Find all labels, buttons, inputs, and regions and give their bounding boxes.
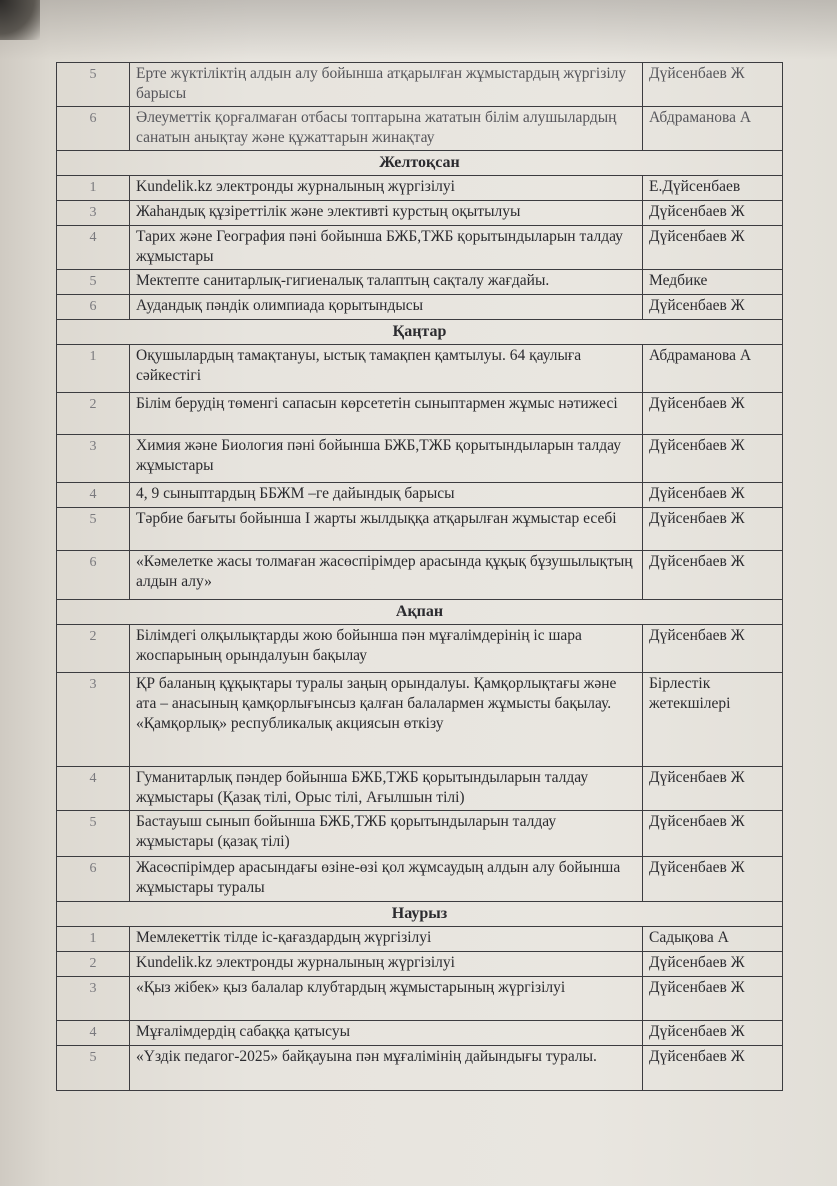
row-responsible: Абдраманова А <box>643 107 783 151</box>
row-responsible: Дүйсенбаев Ж <box>643 811 783 857</box>
table-row <box>57 508 783 551</box>
row-responsible: Дүйсенбаев Ж <box>643 857 783 902</box>
row-number: 3 <box>57 673 130 767</box>
month-title: Қаңтар <box>57 320 783 345</box>
row-responsible: Бірлестік жетекшілері <box>643 673 783 767</box>
page-shadow <box>0 0 837 60</box>
row-description: 4, 9 сыныптардың ББЖМ –ге дайындық барысы <box>130 483 643 508</box>
table-row <box>57 435 783 483</box>
table-row <box>57 295 783 320</box>
table-row <box>57 226 783 270</box>
row-description: Мұғалімдердің сабаққа қатысуы <box>130 1021 643 1046</box>
row-description: Аудандық пәндік олимпиада қорытындысы <box>130 295 643 320</box>
table-row <box>57 1046 783 1091</box>
month-title: Наурыз <box>57 902 783 927</box>
row-responsible: Медбике <box>643 270 783 295</box>
row-description: Тәрбие бағыты бойынша І жарты жылдыққа атқарылған жұмыстар есебі <box>130 508 643 551</box>
row-number: 1 <box>57 176 130 201</box>
table-row <box>57 952 783 977</box>
row-number: 3 <box>57 977 130 1021</box>
table-row <box>57 857 783 902</box>
month-header-row <box>57 902 783 927</box>
month-header-row <box>57 151 783 176</box>
row-description: Жасөспірімдер арасындағы өзіне-өзі қол жұмсаудың алдын алу бойынша жұмыстары туралы <box>130 857 643 902</box>
row-responsible: Дүйсенбаев Ж <box>643 551 783 600</box>
row-number: 5 <box>57 63 130 107</box>
document-page <box>56 62 782 1091</box>
row-description: Білім берудің төменгі сапасын көрсететін сыныптармен жұмыс нәтижесі <box>130 393 643 435</box>
month-title: Ақпан <box>57 600 783 625</box>
row-description: Жаһандық құзіреттілік және элективті курстың оқытылуы <box>130 201 643 226</box>
table-row <box>57 625 783 673</box>
table-row <box>57 551 783 600</box>
row-description: Оқушылардың тамақтануы, ыстық тамақпен қамтылуы. 64 қаулыға сәйкестігі <box>130 345 643 393</box>
row-number: 2 <box>57 625 130 673</box>
row-number: 4 <box>57 767 130 811</box>
row-description: Әлеуметтік қорғалмаған отбасы топтарына жататын білім алушылардың санатын анықтау және құжаттарын жинақтау <box>130 107 643 151</box>
row-responsible: Дүйсенбаев Ж <box>643 977 783 1021</box>
table-row <box>57 270 783 295</box>
row-number: 2 <box>57 952 130 977</box>
row-responsible: Дүйсенбаев Ж <box>643 226 783 270</box>
table-row <box>57 176 783 201</box>
row-responsible: Дүйсенбаев Ж <box>643 1021 783 1046</box>
row-number: 4 <box>57 483 130 508</box>
row-responsible: Дүйсенбаев Ж <box>643 1046 783 1091</box>
table-row <box>57 107 783 151</box>
row-number: 6 <box>57 295 130 320</box>
row-description: Гуманитарлық пәндер бойынша БЖБ,ТЖБ қорытындыларын талдау жұмыстары (Қазақ тілі, Орыс тілі, Ағылшын тілі) <box>130 767 643 811</box>
row-number: 6 <box>57 107 130 151</box>
row-description: «Үздік педагог-2025» байқауына пән мұғалімінің дайындығы туралы. <box>130 1046 643 1091</box>
table-row <box>57 767 783 811</box>
row-number: 5 <box>57 508 130 551</box>
table-row <box>57 201 783 226</box>
table-row <box>57 673 783 767</box>
table-row <box>57 483 783 508</box>
row-description: Химия және Биология пәні бойынша БЖБ,ТЖБ қорытындыларын талдау жұмыстары <box>130 435 643 483</box>
table-row <box>57 811 783 857</box>
row-number: 2 <box>57 393 130 435</box>
row-description: «Қыз жібек» қыз балалар клубтардың жұмыстарының жүргізілуі <box>130 977 643 1021</box>
month-header-row <box>57 320 783 345</box>
plan-table-body <box>57 63 783 1091</box>
row-description: Kundelik.kz электронды журналының жүргізілуі <box>130 176 643 201</box>
row-description: Бастауыш сынып бойынша БЖБ,ТЖБ қорытындыларын талдау жұмыстары (қазақ тілі) <box>130 811 643 857</box>
table-row <box>57 393 783 435</box>
table-row <box>57 345 783 393</box>
row-number: 3 <box>57 201 130 226</box>
month-title: Желтоқсан <box>57 151 783 176</box>
row-number: 5 <box>57 270 130 295</box>
row-responsible: Дүйсенбаев Ж <box>643 952 783 977</box>
row-description: ҚР баланың құқықтары туралы заңың орындалуы. Қамқорлықтағы және ата – анасының қамқорлығынсыз қалған балалармен жұмысты бақылау. «Қамқорлық» республикалық акциясын өткізу <box>130 673 643 767</box>
plan-table <box>56 62 783 1091</box>
month-header-row <box>57 600 783 625</box>
row-description: «Кәмелетке жасы толмаған жасөспірімдер арасында құқық бұзушылықтың алдын алу» <box>130 551 643 600</box>
row-number: 4 <box>57 226 130 270</box>
table-row <box>57 927 783 952</box>
row-number: 4 <box>57 1021 130 1046</box>
row-responsible: Дүйсенбаев Ж <box>643 767 783 811</box>
row-responsible: Дүйсенбаев Ж <box>643 201 783 226</box>
row-number: 6 <box>57 857 130 902</box>
row-number: 5 <box>57 811 130 857</box>
row-description: Мемлекеттік тілде іс-қағаздардың жүргізілуі <box>130 927 643 952</box>
table-row <box>57 1021 783 1046</box>
row-responsible: Дүйсенбаев Ж <box>643 393 783 435</box>
row-responsible: Дүйсенбаев Ж <box>643 295 783 320</box>
row-number: 1 <box>57 927 130 952</box>
row-responsible: Дүйсенбаев Ж <box>643 508 783 551</box>
row-description: Ерте жүктіліктің алдын алу бойынша атқарылған жұмыстардың жүргізілу барысы <box>130 63 643 107</box>
row-number: 3 <box>57 435 130 483</box>
row-responsible: Дүйсенбаев Ж <box>643 435 783 483</box>
row-description: Тарих және География пәні бойынша БЖБ,ТЖБ қорытындыларын талдау жұмыстары <box>130 226 643 270</box>
row-responsible: Абдраманова А <box>643 345 783 393</box>
row-number: 6 <box>57 551 130 600</box>
row-description: Білімдегі олқылықтарды жою бойынша пән мұғалімдерінің іс шара жоспарының орындалуын бақылау <box>130 625 643 673</box>
row-responsible: Садықова А <box>643 927 783 952</box>
row-number: 5 <box>57 1046 130 1091</box>
row-responsible: Дүйсенбаев Ж <box>643 63 783 107</box>
row-responsible: Дүйсенбаев Ж <box>643 625 783 673</box>
row-responsible: Дүйсенбаев Ж <box>643 483 783 508</box>
row-description: Kundelik.kz электронды журналының жүргізілуі <box>130 952 643 977</box>
table-row <box>57 63 783 107</box>
row-description: Мектепте санитарлық-гигиеналық талаптың сақталу жағдайы. <box>130 270 643 295</box>
page-corner-shadow <box>0 0 40 40</box>
table-row <box>57 977 783 1021</box>
row-responsible: Е.Дүйсенбаев <box>643 176 783 201</box>
row-number: 1 <box>57 345 130 393</box>
